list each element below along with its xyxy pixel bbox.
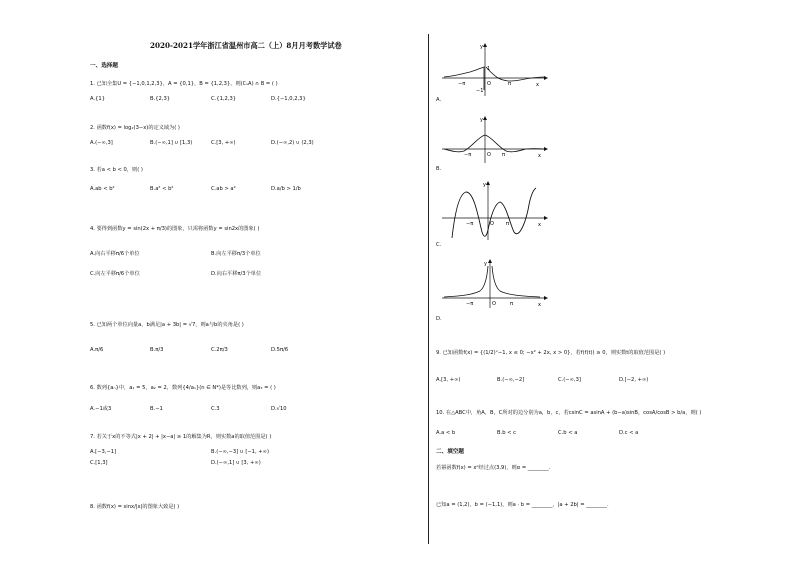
q4-option-c: C.向左平移π/6个单位 [90, 271, 140, 277]
column-divider [428, 34, 429, 544]
q6-option-d: D.√10 [271, 406, 287, 412]
q9-option-b: B.(−∞,−2] [497, 377, 525, 383]
pi-a: π [508, 81, 512, 87]
q10-option-d: D.c < a [619, 430, 639, 436]
origin-a: O [487, 81, 491, 87]
q4-option-d: D.向右平移π/3个单位 [211, 271, 262, 277]
graph-c [440, 180, 550, 242]
q2-option-a: A.(−∞,3] [90, 140, 113, 146]
q5-option-c: C.2π/3 [211, 347, 228, 353]
y-label-a: y [480, 44, 483, 50]
q2-option-d: D.(−∞,2) ∪ (2,3) [271, 140, 314, 146]
q5-option-b: B.π/3 [150, 347, 164, 353]
graph-b-label: B. [436, 166, 442, 172]
q1-option-b: B.{2,3} [150, 96, 171, 102]
graph-d-label: D. [436, 316, 442, 322]
q10-option-c: C.b < a [558, 430, 578, 436]
q9-option-d: D.[−2, +∞) [619, 377, 649, 383]
q7-option-c: C.[1,3] [90, 460, 108, 466]
x-label-d: x [538, 302, 541, 308]
neg-pi-a: −π [458, 81, 466, 87]
q5-option-a: A.π/6 [90, 347, 104, 353]
origin-c: O [490, 221, 494, 227]
q7-option-b: B.(−∞,−3] ∪ [−1, +∞) [211, 449, 269, 455]
question-11: 若幂函数f(x) = xᵅ经过点(3,9)，则α = ________. [436, 465, 551, 471]
q2-option-b: B.(−∞,1] ∪ [1,3) [150, 140, 193, 146]
q3-option-a: A.ab < b² [90, 186, 115, 192]
x-label-a: x [536, 82, 539, 88]
question-1: 1. 已知全集U = {−1,0,1,2,3}，A = {0,1}，B = {1,2,3}，则(∁ᵤA) ∩ B = ( ) [90, 81, 278, 87]
q10-option-b: B.b < c [497, 430, 516, 436]
q7-option-a: A.[−3,−1] [90, 449, 117, 455]
graph-a-label: A. [436, 97, 442, 103]
q10-option-a: A.a < b [436, 430, 456, 436]
q6-option-b: B.−1 [150, 406, 163, 412]
question-9: 9. 已知函数f(x) = {(1/2)ˣ−1, x ≤ 0; −x² + 2x, x > 0}，若f(f(t)) ≥ 0，则实数t的取值范围是( ) [436, 350, 666, 356]
q4-option-b: B.向左平移π/3个单位 [211, 251, 261, 257]
neg-pi-b: −π [464, 152, 472, 158]
section-heading-choice: 一、选择题 [90, 63, 118, 69]
curve-d-left [444, 266, 488, 297]
q7-option-d: D.(−∞,1] ∪ [3, +∞) [211, 460, 261, 466]
x-label-b: x [538, 153, 541, 159]
graph-a [440, 40, 550, 100]
q1-option-d: D.{−1,0,2,3} [271, 96, 306, 102]
q6-option-a: A.−1或3 [90, 406, 112, 412]
q3-option-b: B.a² < b² [150, 186, 174, 192]
q1-option-c: C.{1,2,3} [211, 96, 237, 102]
q4-option-a: A.向右平移π/6个单位 [90, 251, 140, 257]
origin-d: O [492, 301, 496, 307]
question-4: 4. 要得到函数y = sin(2x + π/3)的图象，只需将函数y = sin2x的图象( ) [90, 226, 260, 232]
neg-pi-c: −π [466, 221, 474, 227]
q3-option-c: C.ab > a² [211, 186, 236, 192]
pi-d: π [510, 301, 514, 307]
neg-pi-d: −π [466, 301, 474, 307]
page-title: 2020-2021学年浙江省温州市高二（上）8月月考数学试卷 [150, 41, 342, 50]
one-a: 1 [487, 66, 491, 72]
q9-option-c: C.(−∞,3] [558, 377, 581, 383]
origin-b: O [487, 152, 491, 158]
q1-option-a: A.{1} [90, 96, 106, 102]
graph-c-label: C. [436, 242, 442, 248]
graph-b [440, 115, 550, 165]
question-2: 2. 函数f(x) = log₂(3−x)的定义域为( ) [90, 125, 180, 131]
q9-option-a: A.[3, +∞) [436, 377, 461, 383]
question-6: 6. 数列{aₙ}中，a₁ = 5，a₂ = 2，数列{4/aₙ}(n ∈ N*)是等比数列，则a₃ = ( ) [90, 385, 276, 391]
question-5: 5. 已知两个单位向量a，b满足|a + 3b| = √7，则a与b的夹角是( ) [90, 322, 244, 328]
q3-option-d: D.a/b > 1/b [271, 186, 301, 192]
y-label-d: y [484, 261, 487, 267]
q2-option-c: C.[3, +∞) [211, 140, 236, 146]
pi-c: π [506, 221, 510, 227]
section-heading-fill: 二、填空题 [436, 449, 464, 455]
curve-d-right [492, 266, 540, 297]
graph-d [440, 258, 550, 310]
question-12: 已知a = (1,2)，b = (−1,1)，则a · b = ________，|a + 2b| = ________. [436, 502, 609, 508]
pi-b: π [502, 152, 506, 158]
neg-one-a: −1 [476, 88, 484, 94]
y-label-c: y [483, 182, 486, 188]
question-10: 10. 在△ABC中，角A，B，C所对的边分别为a，b，c，若csinC = asinA + (b−a)sinB，cosA/cosB > b/a，则( ) [436, 410, 702, 416]
x-label-c: x [538, 222, 541, 228]
question-8: 8. 函数f(x) = sinx/|x|的图象大致是( ) [90, 504, 180, 510]
question-7: 7. 若关于x的不等式|x + 2| + |x−a| ≥ 1的解集为R，则实数a的取值范围是( ) [90, 434, 272, 440]
y-label-b: y [480, 117, 483, 123]
q5-option-d: D.5π/6 [271, 347, 289, 353]
q6-option-c: C.3 [211, 406, 220, 412]
question-3: 3. 若a < b < 0，则( ) [90, 167, 143, 173]
curve-c [452, 188, 536, 238]
